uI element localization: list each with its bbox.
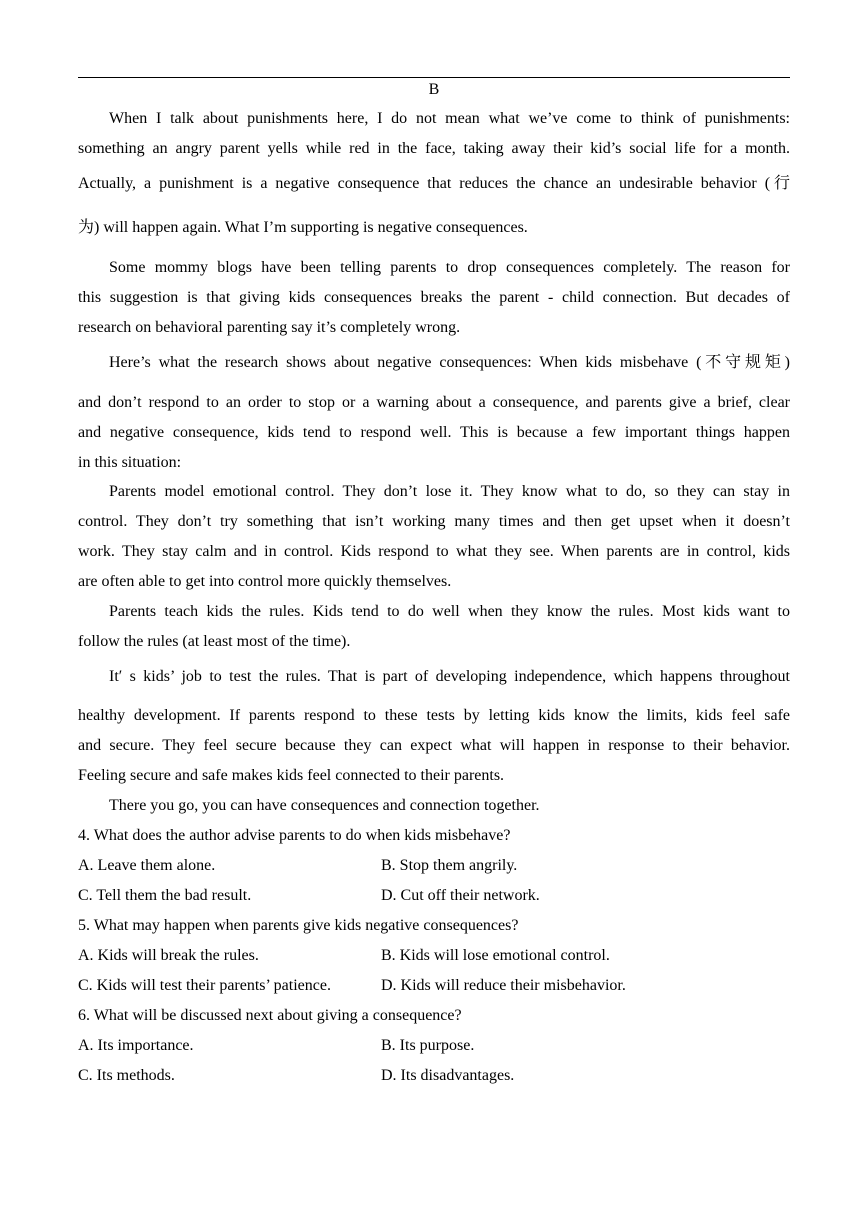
answer-option: B. Its purpose. <box>381 1037 475 1054</box>
question-stem: 6. What will be discussed next about giving a consequence? <box>78 1007 462 1024</box>
passage-line: research on behavioral parenting say it’s completely wrong. <box>78 319 461 336</box>
passage-line: Actually, a punishment is a negative consequence that reduces the chance an undesirable behavior (行 <box>78 175 790 192</box>
passage-line: healthy development. If parents respond to these tests by letting kids know the limits, kids feel safe <box>78 707 790 724</box>
passage-line: There you go, you can have consequences and connection together. <box>109 797 540 814</box>
passage-line: When I talk about punishments here, I do not mean what we’ve come to think of punishments: <box>109 110 790 127</box>
answer-option: C. Tell them the bad result. <box>78 887 252 904</box>
passage-line: are often able to get into control more quickly themselves. <box>78 573 452 590</box>
passage-line: something an angry parent yells while red in the face, taking away their kid’s social life for a month. <box>78 140 790 157</box>
answer-option: D. Kids will reduce their misbehavior. <box>381 977 626 994</box>
answer-option: D. Its disadvantages. <box>381 1067 515 1084</box>
answer-option: A. Leave them alone. <box>78 857 216 874</box>
passage-line: Parents teach kids the rules. Kids tend to do well when they know the rules. Most kids want to <box>109 603 790 620</box>
answer-option: B. Stop them angrily. <box>381 857 518 874</box>
passage-line: and negative consequence, kids tend to respond well. This is because a few important things happen <box>78 424 790 441</box>
header-rule <box>78 77 790 78</box>
passage-line: follow the rules (at least most of the time). <box>78 633 351 650</box>
question-stem: 5. What may happen when parents give kids negative consequences? <box>78 917 519 934</box>
passage-line: Some mommy blogs have been telling parents to drop consequences completely. The reason for <box>109 259 790 276</box>
passage-line: work. They stay calm and in control. Kids respond to what they see. When parents are in control, kids <box>78 543 790 560</box>
question-stem: 4. What does the author advise parents to do when kids misbehave? <box>78 827 511 844</box>
passage-line: It′ s kids’ job to test the rules. That is part of developing independence, which happens throughout <box>109 668 790 685</box>
passage-line: and secure. They feel secure because they can expect what will happen in response to their behavior. <box>78 737 790 754</box>
passage-line: Feeling secure and safe makes kids feel connected to their parents. <box>78 767 505 784</box>
answer-option: B. Kids will lose emotional control. <box>381 947 610 964</box>
answer-option: A. Kids will break the rules. <box>78 947 259 964</box>
passage-line: this suggestion is that giving kids consequences breaks the parent - child connection. But decades of <box>78 289 790 306</box>
passage-line: Here’s what the research shows about negative consequences: When kids misbehave (不守规矩) <box>109 354 790 371</box>
passage-line: control. They don’t try something that isn’t working many times and then get upset when it doesn’t <box>78 513 790 530</box>
passage-line: in this situation: <box>78 454 182 471</box>
answer-option: C. Kids will test their parents’ patience. <box>78 977 331 994</box>
answer-option: A. Its importance. <box>78 1037 194 1054</box>
answer-option: D. Cut off their network. <box>381 887 540 904</box>
passage-line: and don’t respond to an order to stop or a warning about a consequence, and parents give a brief, clear <box>78 394 790 411</box>
passage-line: Parents model emotional control. They don’t lose it. They know what to do, so they can stay in <box>109 483 790 500</box>
answer-option: C. Its methods. <box>78 1067 175 1084</box>
passage-line: 为) will happen again. What I’m supporting is negative consequences. <box>78 219 528 236</box>
section-letter: B <box>428 81 440 98</box>
